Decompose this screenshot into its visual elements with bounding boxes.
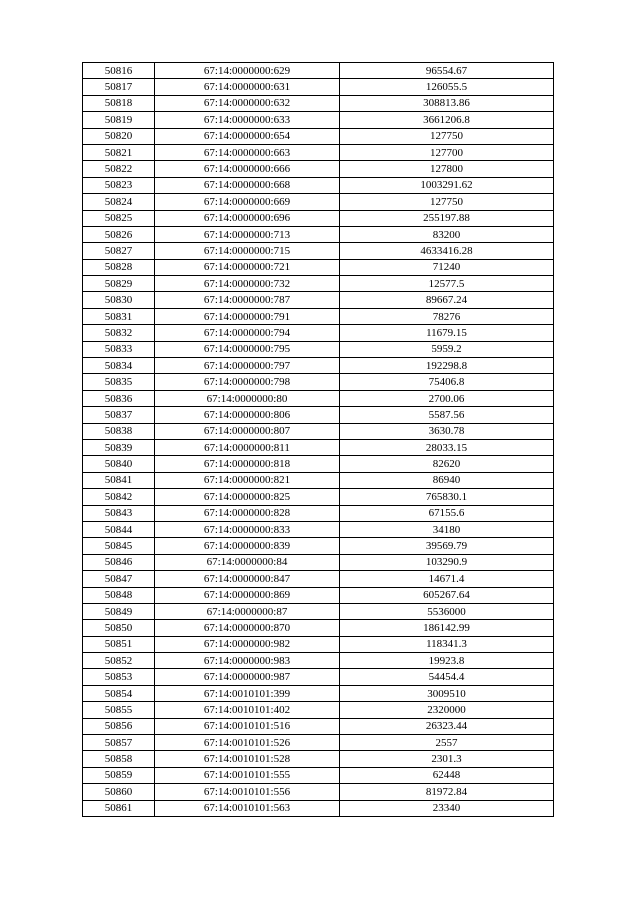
table-row [83, 800, 554, 816]
table-row [83, 456, 554, 472]
table-row [83, 243, 554, 259]
cadastral-number-cell: 67:14:0000000:87 [155, 603, 340, 619]
value-cell: 255197.88 [340, 210, 554, 226]
value-cell: 765830.1 [340, 489, 554, 505]
table-row [83, 276, 554, 292]
cadastral-number-cell: 67:14:0010101:399 [155, 685, 340, 701]
cadastral-number-cell: 67:14:0000000:797 [155, 358, 340, 374]
table-row [83, 390, 554, 406]
cadastral-number-cell: 67:14:0000000:668 [155, 177, 340, 193]
table-row [83, 128, 554, 144]
value-cell: 1003291.62 [340, 177, 554, 193]
cadastral-number-cell: 67:14:0000000:80 [155, 390, 340, 406]
table-row [83, 669, 554, 685]
value-cell: 5536000 [340, 603, 554, 619]
cadastral-number-cell: 67:14:0000000:987 [155, 669, 340, 685]
row-number-cell: 50835 [83, 374, 155, 390]
cadastral-number-cell: 67:14:0010101:563 [155, 800, 340, 816]
table-row [83, 653, 554, 669]
value-cell: 5587.56 [340, 407, 554, 423]
table-row [83, 735, 554, 751]
table-row [83, 374, 554, 390]
row-number-cell: 50845 [83, 538, 155, 554]
cadastral-number-cell: 67:14:0000000:633 [155, 112, 340, 128]
value-cell: 78276 [340, 308, 554, 324]
value-cell: 2700.06 [340, 390, 554, 406]
cadastral-number-cell: 67:14:0000000:833 [155, 521, 340, 537]
value-cell: 19923.8 [340, 653, 554, 669]
table-row [83, 751, 554, 767]
value-cell: 4633416.28 [340, 243, 554, 259]
value-cell: 118341.3 [340, 636, 554, 652]
table-row [83, 538, 554, 554]
row-number-cell: 50849 [83, 603, 155, 619]
table-row [83, 439, 554, 455]
row-number-cell: 50857 [83, 735, 155, 751]
cadastral-value-table [82, 62, 554, 817]
row-number-cell: 50832 [83, 325, 155, 341]
row-number-cell: 50854 [83, 685, 155, 701]
value-cell: 71240 [340, 259, 554, 275]
value-cell: 3661206.8 [340, 112, 554, 128]
row-number-cell: 50844 [83, 521, 155, 537]
row-number-cell: 50853 [83, 669, 155, 685]
row-number-cell: 50826 [83, 226, 155, 242]
value-cell: 75406.8 [340, 374, 554, 390]
value-cell: 39569.79 [340, 538, 554, 554]
table-row [83, 472, 554, 488]
row-number-cell: 50838 [83, 423, 155, 439]
value-cell: 34180 [340, 521, 554, 537]
cadastral-number-cell: 67:14:0000000:794 [155, 325, 340, 341]
value-cell: 81972.84 [340, 784, 554, 800]
table-row [83, 194, 554, 210]
row-number-cell: 50840 [83, 456, 155, 472]
table-row [83, 341, 554, 357]
row-number-cell: 50855 [83, 702, 155, 718]
value-cell: 11679.15 [340, 325, 554, 341]
value-cell: 28033.15 [340, 439, 554, 455]
cadastral-number-cell: 67:14:0010101:556 [155, 784, 340, 800]
row-number-cell: 50833 [83, 341, 155, 357]
value-cell: 308813.86 [340, 95, 554, 111]
row-number-cell: 50831 [83, 308, 155, 324]
value-cell: 3630.78 [340, 423, 554, 439]
cadastral-number-cell: 67:14:0000000:798 [155, 374, 340, 390]
value-cell: 96554.67 [340, 63, 554, 79]
table-row [83, 112, 554, 128]
value-cell: 14671.4 [340, 571, 554, 587]
value-cell: 2320000 [340, 702, 554, 718]
table-row [83, 571, 554, 587]
row-number-cell: 50816 [83, 63, 155, 79]
table-row [83, 79, 554, 95]
value-cell: 127750 [340, 194, 554, 210]
cadastral-number-cell: 67:14:0000000:713 [155, 226, 340, 242]
row-number-cell: 50836 [83, 390, 155, 406]
table-row [83, 505, 554, 521]
value-cell: 67155.6 [340, 505, 554, 521]
cadastral-number-cell: 67:14:0000000:983 [155, 653, 340, 669]
cadastral-number-cell: 67:14:0000000:787 [155, 292, 340, 308]
row-number-cell: 50846 [83, 554, 155, 570]
value-cell: 83200 [340, 226, 554, 242]
table-row [83, 308, 554, 324]
row-number-cell: 50828 [83, 259, 155, 275]
value-cell: 62448 [340, 767, 554, 783]
value-cell: 5959.2 [340, 341, 554, 357]
value-cell: 605267.64 [340, 587, 554, 603]
cadastral-number-cell: 67:14:0010101:402 [155, 702, 340, 718]
table-row [83, 358, 554, 374]
cadastral-number-cell: 67:14:0000000:696 [155, 210, 340, 226]
table-row [83, 603, 554, 619]
value-cell: 2557 [340, 735, 554, 751]
cadastral-number-cell: 67:14:0000000:654 [155, 128, 340, 144]
cadastral-number-cell: 67:14:0000000:663 [155, 144, 340, 160]
cadastral-number-cell: 67:14:0000000:791 [155, 308, 340, 324]
cadastral-number-cell: 67:14:0000000:732 [155, 276, 340, 292]
table-row [83, 636, 554, 652]
cadastral-number-cell: 67:14:0010101:526 [155, 735, 340, 751]
table-row [83, 489, 554, 505]
cadastral-number-cell: 67:14:0000000:818 [155, 456, 340, 472]
table-row [83, 177, 554, 193]
table-body [83, 63, 554, 817]
cadastral-number-cell: 67:14:0000000:715 [155, 243, 340, 259]
row-number-cell: 50839 [83, 439, 155, 455]
value-cell: 26323.44 [340, 718, 554, 734]
row-number-cell: 50817 [83, 79, 155, 95]
table-row [83, 767, 554, 783]
table-row [83, 292, 554, 308]
cadastral-number-cell: 67:14:0000000:807 [155, 423, 340, 439]
row-number-cell: 50830 [83, 292, 155, 308]
cadastral-number-cell: 67:14:0000000:631 [155, 79, 340, 95]
table-row [83, 587, 554, 603]
cadastral-number-cell: 67:14:0000000:870 [155, 620, 340, 636]
row-number-cell: 50850 [83, 620, 155, 636]
row-number-cell: 50819 [83, 112, 155, 128]
value-cell: 127750 [340, 128, 554, 144]
cadastral-number-cell: 67:14:0000000:629 [155, 63, 340, 79]
cadastral-number-cell: 67:14:0000000:806 [155, 407, 340, 423]
value-cell: 192298.8 [340, 358, 554, 374]
cadastral-number-cell: 67:14:0010101:528 [155, 751, 340, 767]
cadastral-number-cell: 67:14:0000000:795 [155, 341, 340, 357]
value-cell: 127800 [340, 161, 554, 177]
cadastral-number-cell: 67:14:0000000:847 [155, 571, 340, 587]
cadastral-number-cell: 67:14:0000000:869 [155, 587, 340, 603]
row-number-cell: 50860 [83, 784, 155, 800]
row-number-cell: 50861 [83, 800, 155, 816]
value-cell: 127700 [340, 144, 554, 160]
cadastral-number-cell: 67:14:0010101:516 [155, 718, 340, 734]
row-number-cell: 50837 [83, 407, 155, 423]
table-row [83, 144, 554, 160]
table-row [83, 685, 554, 701]
row-number-cell: 50824 [83, 194, 155, 210]
table-row [83, 718, 554, 734]
table-row [83, 407, 554, 423]
cadastral-number-cell: 67:14:0000000:84 [155, 554, 340, 570]
value-cell: 23340 [340, 800, 554, 816]
row-number-cell: 50818 [83, 95, 155, 111]
value-cell: 89667.24 [340, 292, 554, 308]
row-number-cell: 50859 [83, 767, 155, 783]
row-number-cell: 50843 [83, 505, 155, 521]
row-number-cell: 50847 [83, 571, 155, 587]
table-row [83, 554, 554, 570]
table-row [83, 63, 554, 79]
table-row [83, 521, 554, 537]
table-row [83, 702, 554, 718]
cadastral-number-cell: 67:14:0000000:828 [155, 505, 340, 521]
table-row [83, 423, 554, 439]
row-number-cell: 50848 [83, 587, 155, 603]
cadastral-number-cell: 67:14:0000000:982 [155, 636, 340, 652]
row-number-cell: 50842 [83, 489, 155, 505]
row-number-cell: 50825 [83, 210, 155, 226]
row-number-cell: 50821 [83, 144, 155, 160]
cadastral-number-cell: 67:14:0000000:839 [155, 538, 340, 554]
row-number-cell: 50851 [83, 636, 155, 652]
value-cell: 103290.9 [340, 554, 554, 570]
value-cell: 3009510 [340, 685, 554, 701]
table-row [83, 95, 554, 111]
table-row [83, 620, 554, 636]
cadastral-number-cell: 67:14:0000000:811 [155, 439, 340, 455]
row-number-cell: 50829 [83, 276, 155, 292]
value-cell: 82620 [340, 456, 554, 472]
value-cell: 2301.3 [340, 751, 554, 767]
cadastral-number-cell: 67:14:0000000:825 [155, 489, 340, 505]
row-number-cell: 50827 [83, 243, 155, 259]
value-cell: 186142.99 [340, 620, 554, 636]
cadastral-number-cell: 67:14:0000000:669 [155, 194, 340, 210]
row-number-cell: 50858 [83, 751, 155, 767]
value-cell: 126055.5 [340, 79, 554, 95]
table-row [83, 784, 554, 800]
value-cell: 12577.5 [340, 276, 554, 292]
row-number-cell: 50852 [83, 653, 155, 669]
value-cell: 86940 [340, 472, 554, 488]
cadastral-number-cell: 67:14:0000000:821 [155, 472, 340, 488]
row-number-cell: 50822 [83, 161, 155, 177]
table-row [83, 161, 554, 177]
table-row [83, 259, 554, 275]
cadastral-number-cell: 67:14:0000000:632 [155, 95, 340, 111]
cadastral-number-cell: 67:14:0000000:666 [155, 161, 340, 177]
row-number-cell: 50823 [83, 177, 155, 193]
row-number-cell: 50856 [83, 718, 155, 734]
row-number-cell: 50820 [83, 128, 155, 144]
table-row [83, 210, 554, 226]
row-number-cell: 50834 [83, 358, 155, 374]
table-row [83, 226, 554, 242]
row-number-cell: 50841 [83, 472, 155, 488]
value-cell: 54454.4 [340, 669, 554, 685]
cadastral-number-cell: 67:14:0000000:721 [155, 259, 340, 275]
cadastral-number-cell: 67:14:0010101:555 [155, 767, 340, 783]
table-row [83, 325, 554, 341]
